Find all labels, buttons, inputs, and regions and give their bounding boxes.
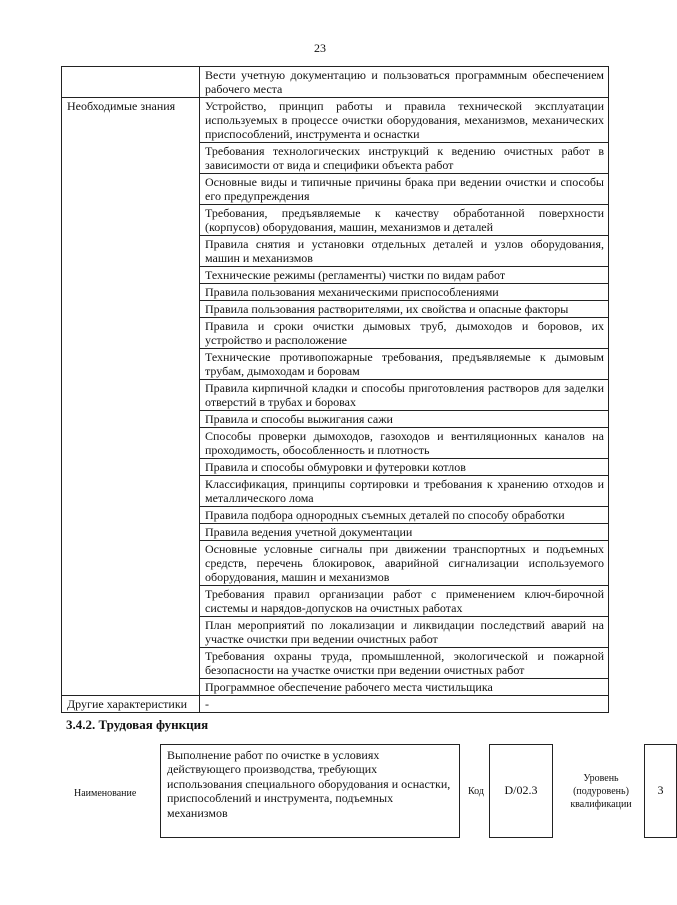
- row-label: Необходимые знания: [62, 98, 200, 696]
- requirement-item: Основные виды и типичные причины брака при ведении очистки и способы его предупреждения: [200, 174, 609, 205]
- page-number: 23: [314, 41, 326, 55]
- table-row: [62, 696, 609, 713]
- requirement-item: Правила и способы выжигания сажи: [200, 411, 609, 428]
- name-value-box: Выполнение работ по очистке в условиях действующего производства, требующих использования специального оборудования и оснастки, приспособлений и инструмента, подъемных механизмов: [160, 744, 460, 838]
- requirement-item: -: [200, 696, 609, 713]
- requirement-item: Правила снятия и установки отдельных деталей и узлов оборудования, машин и механизмов: [200, 236, 609, 267]
- requirement-item: План мероприятий по локализации и ликвидации последствий аварий на участке очистки при ведении очистных работ: [200, 617, 609, 648]
- level-value-box: 3: [644, 744, 677, 838]
- table-row: [62, 98, 609, 143]
- section-title: 3.4.2. Трудовая функция: [66, 717, 209, 732]
- table-row: [62, 67, 609, 98]
- level-label: Уровень (подуровень) квалификации: [570, 773, 632, 810]
- requirement-item: Требования охраны труда, промышленной, экологической и пожарной безопасности на участке очистки при ведении очистных работ: [200, 648, 609, 679]
- requirement-item: Способы проверки дымоходов, газоходов и вентиляционных каналов на проходимость, обособленность и плотность: [200, 428, 609, 459]
- labor-function-header: [66, 744, 664, 844]
- name-label: Наименование: [74, 788, 137, 799]
- requirement-item: Правила и сроки очистки дымовых труб, дымоходов и боровов, их устройство и расположение: [200, 318, 609, 349]
- code-label: Код: [468, 786, 484, 797]
- requirement-item: Устройство, принцип работы и правила технической эксплуатации используемых в процессе очистки оборудования, механизмов, механических приспособлений, инструмента и оснастки: [200, 98, 609, 143]
- requirement-item: Правила и способы обмуровки и футеровки котлов: [200, 459, 609, 476]
- requirement-item: Технические противопожарные требования, предъявляемые к дымовым трубам, дымоходам и боровам: [200, 349, 609, 380]
- requirement-item: Основные условные сигналы при движении транспортных и подъемных средств, перечень блокировок, аварийной сигнализации используемого оборудования, машин и механизмов: [200, 541, 609, 586]
- row-label: [62, 67, 200, 98]
- requirement-item: Требования технологических инструкций к ведению очистных работ в зависимости от вида и специфики объекта работ: [200, 143, 609, 174]
- requirement-item: Правила подбора однородных съемных деталей по способу обработки: [200, 507, 609, 524]
- requirement-item: Правила ведения учетной документации: [200, 524, 609, 541]
- requirement-item: Требования, предъявляемые к качеству обработанной поверхности (корпусов) оборудования, машин, механизмов и деталей: [200, 205, 609, 236]
- knowledge-table-body: [62, 67, 609, 713]
- requirement-item: Классификация, принципы сортировки и требования к хранению отходов и металлического лома: [200, 476, 609, 507]
- requirement-item: Правила пользования растворителями, их свойства и опасные факторы: [200, 301, 609, 318]
- requirement-item: Вести учетную документацию и пользоваться программным обеспечением рабочего места: [200, 67, 609, 98]
- requirement-item: Правила кирпичной кладки и способы приготовления растворов для заделки отверстий в трубах и боровах: [200, 380, 609, 411]
- row-label: Другие характеристики: [62, 696, 200, 713]
- requirement-item: Программное обеспечение рабочего места чистильщика: [200, 679, 609, 696]
- requirement-item: Требования правил организации работ с применением ключ-бирочной системы и нарядов-допусков на очистных работах: [200, 586, 609, 617]
- knowledge-table: [61, 66, 609, 713]
- code-value-box: D/02.3: [489, 744, 553, 838]
- requirement-item: Правила пользования механическими приспособлениями: [200, 284, 609, 301]
- requirement-item: Технические режимы (регламенты) чистки по видам работ: [200, 267, 609, 284]
